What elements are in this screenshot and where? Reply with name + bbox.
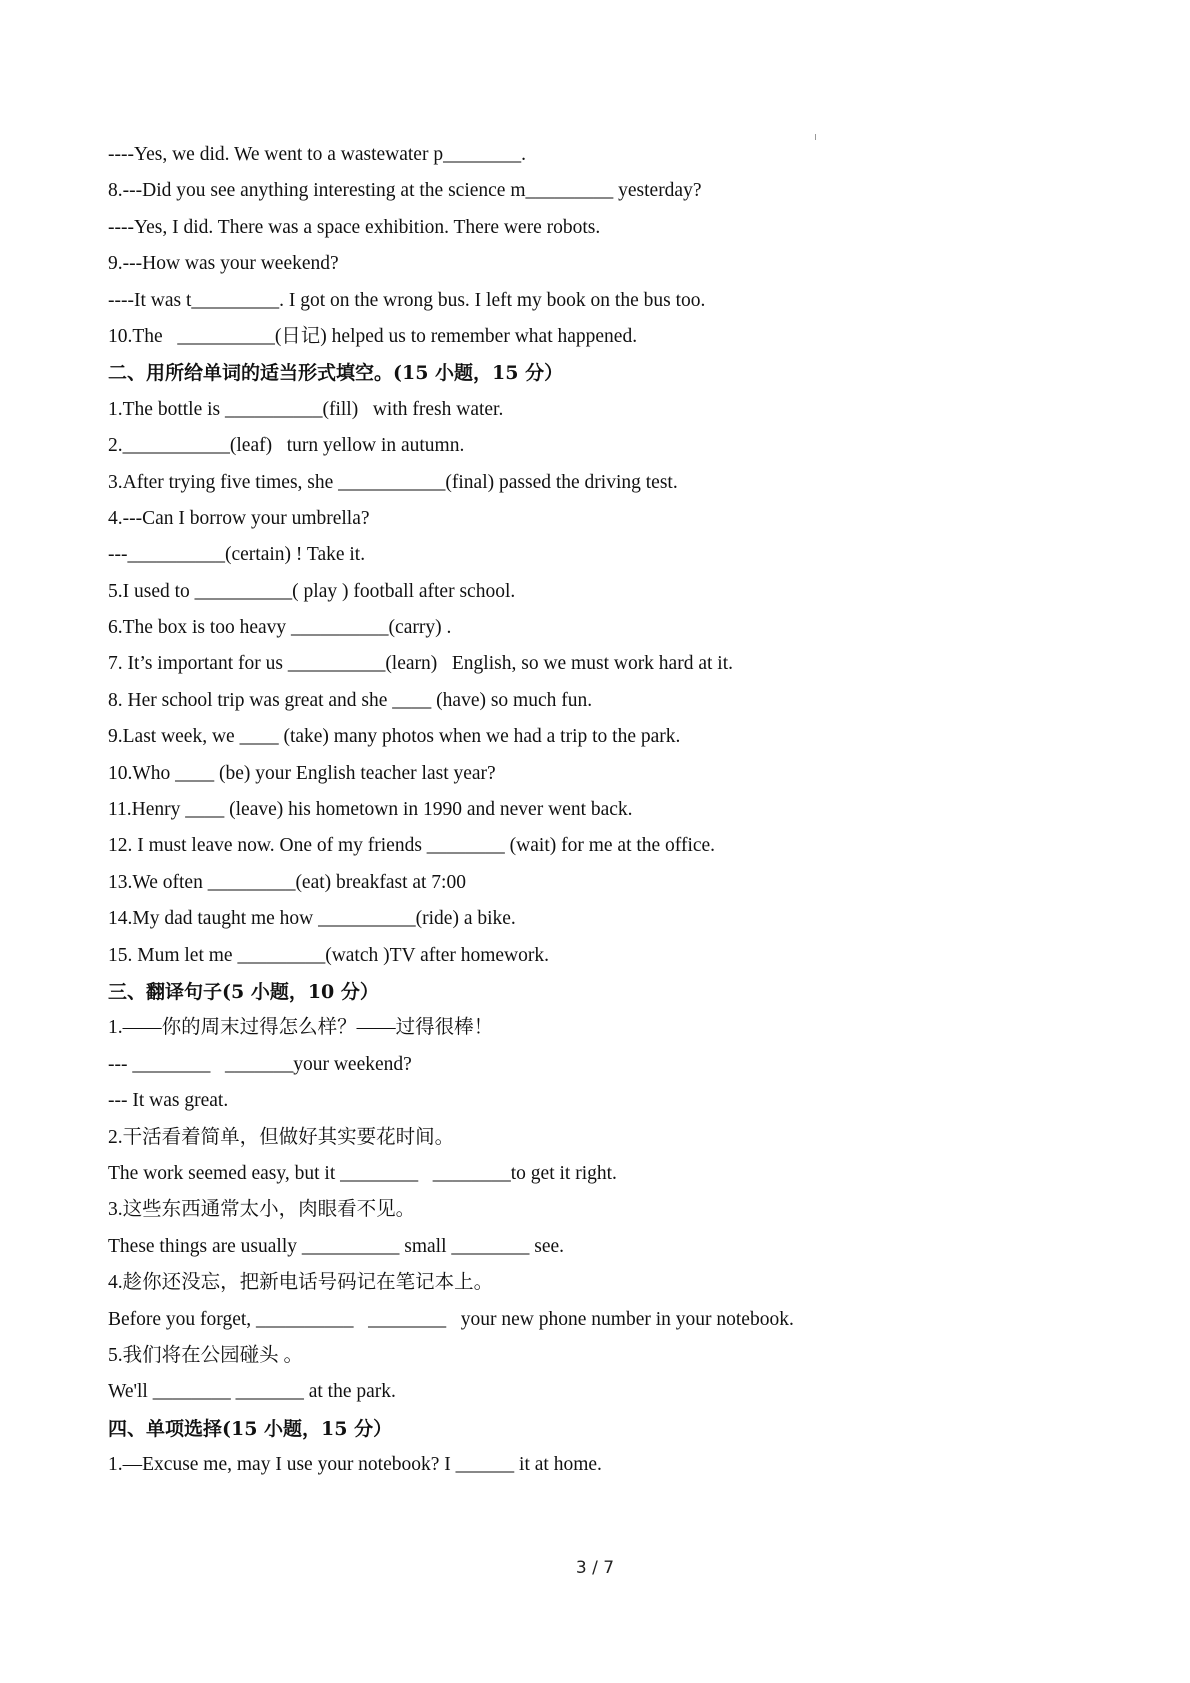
question-line: 8.---Did you see anything interesting at the science m_________ yesterday?	[108, 180, 702, 202]
question-line: 8. Her school trip was great and she ____ (have) so much fun.	[108, 689, 593, 711]
section-heading: 二、用所给单词的适当形式填空。(15 小题，15 分）	[108, 362, 564, 385]
question-line: 14.My dad taught me how __________(ride) a bike.	[108, 908, 516, 930]
worksheet-content	[108, 137, 1068, 1483]
question-line: 5.我们将在公园碰头 。	[108, 1344, 304, 1366]
question-line: 1.——你的周末过得怎么样？——过得很棒！	[108, 1017, 494, 1039]
question-line: 4.---Can I borrow your umbrella?	[108, 507, 370, 529]
question-line: These things are usually __________ small ________ see.	[108, 1235, 565, 1257]
question-line: 11.Henry ____ (leave) his hometown in 1990 and never went back.	[108, 799, 633, 821]
question-line: ----Yes, we did. We went to a wastewater p________.	[108, 144, 526, 165]
question-line: 3.这些东西通常太小，肉眼看不见。	[108, 1199, 416, 1221]
question-line: 1.—Excuse me, may I use your notebook? I ______ it at home.	[108, 1454, 602, 1476]
question-line: The work seemed easy, but it ________ ________to get it right.	[108, 1162, 617, 1184]
question-line: 2.干活看着简单，但做好其实要花时间。	[108, 1126, 455, 1148]
question-line: ----Yes, I did. There was a space exhibition. There were robots.	[108, 216, 601, 238]
page-number: 3 / 7	[575, 1558, 615, 1578]
question-line: 1.The bottle is __________(fill) with fresh water.	[108, 398, 504, 420]
question-line: 12. I must leave now. One of my friends ________ (wait) for me at the office.	[108, 835, 716, 857]
question-line: 3.After trying five times, she ___________(final) passed the driving test.	[108, 471, 678, 493]
question-line: 5.I used to __________( play ) football after school.	[108, 580, 516, 602]
section-heading: 三、翻译句子(5 小题，10 分）	[108, 980, 379, 1003]
question-line: 10.Who ____ (be) your English teacher last year?	[108, 762, 496, 784]
question-line: We'll ________ _______ at the park.	[108, 1381, 396, 1403]
question-line: 2.___________(leaf) turn yellow in autumn.	[108, 435, 465, 457]
question-line: --- It was great.	[108, 1090, 229, 1112]
question-line: 4.趁你还没忘，把新电话号码记在笔记本上。	[108, 1272, 494, 1294]
question-line: 9.Last week, we ____ (take) many photos when we had a trip to the park.	[108, 726, 681, 748]
question-line: 9.---How was your weekend?	[108, 253, 339, 275]
question-line: --- ________ _______your weekend?	[108, 1053, 412, 1075]
question-line: 10.The __________(日记) helped us to remember what happened.	[108, 325, 638, 347]
question-line: 13.We often _________(eat) breakfast at 7:00	[108, 871, 466, 893]
question-line: Before you forget, __________ ________ your new phone number in your notebook.	[108, 1308, 794, 1330]
question-line: 7. It’s important for us __________(learn) English, so we must work hard at it.	[108, 653, 733, 675]
question-line: 6.The box is too heavy __________(carry) .	[108, 617, 452, 639]
question-line: 15. Mum let me _________(watch )TV after homework.	[108, 944, 549, 966]
question-line: ---__________(certain) ! Take it.	[108, 544, 366, 566]
question-line: ----It was t_________. I got on the wrong bus. I left my book on the bus too.	[108, 289, 706, 311]
section-heading: 四、单项选择(15 小题，15 分）	[108, 1417, 393, 1440]
